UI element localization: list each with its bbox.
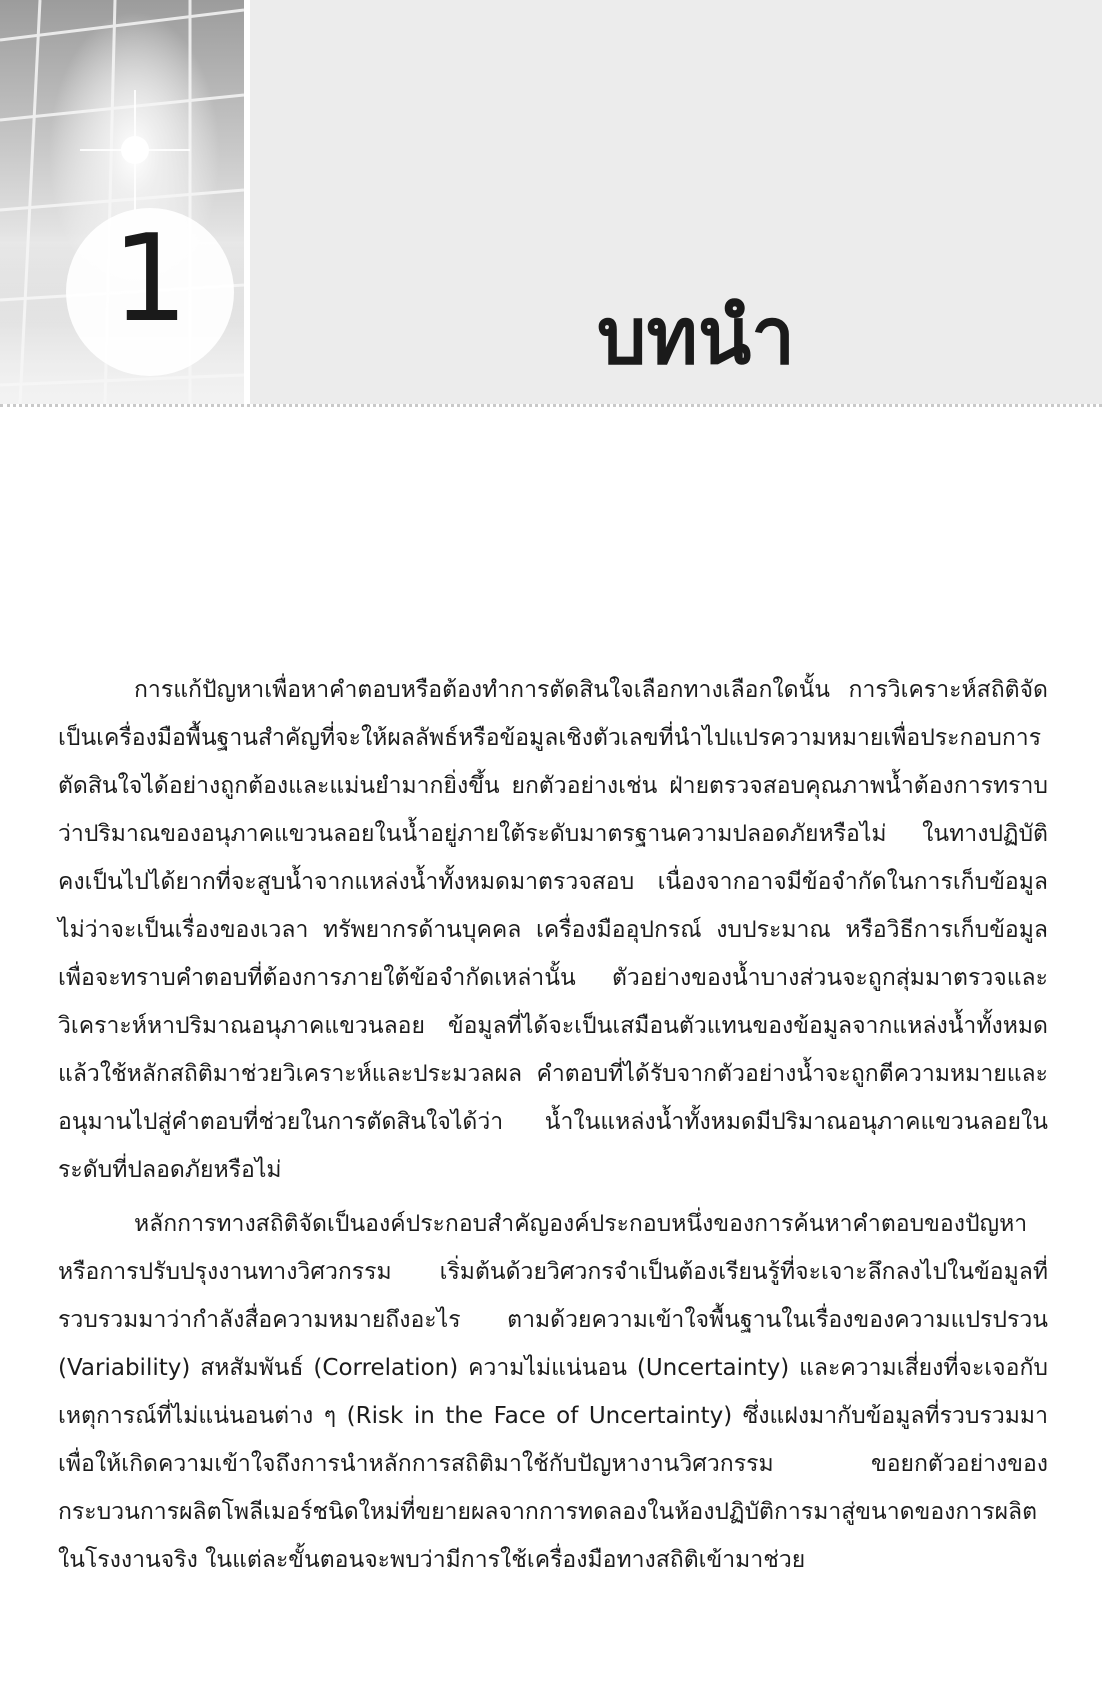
chapter-title: บทนำ <box>596 292 796 382</box>
chapter-body <box>58 666 1048 1590</box>
header-divider <box>0 404 1102 407</box>
solar-panel-sky-image <box>0 0 244 404</box>
chapter-title-panel <box>250 0 1102 404</box>
paragraph: การแก้ปัญหาเพื่อหาคำตอบหรือต้องทำการตัดสินใจเลือกทางเลือกใดนั้น การวิเคราะห์สถิติจัดเป็นเครื่องมือพื้นฐานสำคัญที่จะให้ผลลัพธ์หรือข้อมูลเชิงตัวเลขที่นำไปแปรความหมายเพื่อประกอบการตัดสินใจได้อย่างถูกต้องและแม่นยำมากยิ่งขึ้น ยกตัวอย่างเช่น ฝ่ายตรวจสอบคุณภาพน้ำต้องการทราบว่าปริมาณของอนุภาคแขวนลอยในน้ำอยู่ภายใต้ระดับมาตรฐานความปลอดภัยหรือไม่ ในทางปฏิบัติ คงเป็นไปได้ยากที่จะสูบน้ำจากแหล่งน้ำทั้งหมดมาตรวจสอบ เนื่องจากอาจมีข้อจำกัดในการเก็บข้อมูล ไม่ว่าจะเป็นเรื่องของเวลา ทรัพยากรด้านบุคคล เครื่องมืออุปกรณ์ งบประมาณ หรือวิธีการเก็บข้อมูล เพื่อจะทราบคำตอบที่ต้องการภายใต้ข้อจำกัดเหล่านั้น ตัวอย่างของน้ำบางส่วนจะถูกสุ่มมาตรวจและวิเคราะห์หาปริมาณอนุภาคแขวนลอย ข้อมูลที่ได้จะเป็นเสมือนตัวแทนของข้อมูลจากแหล่งน้ำทั้งหมด แล้วใช้หลักสถิติมาช่วยวิเคราะห์และประมวลผล คำตอบที่ได้รับจากตัวอย่างน้ำจะถูกตีความหมายและอนุมานไปสู่คำตอบที่ช่วยในการตัดสินใจได้ว่า น้ำในแหล่งน้ำทั้งหมดมีปริมาณอนุภาคแขวนลอยในระดับที่ปลอดภัยหรือไม่ <box>58 677 1048 1183</box>
chapter-header <box>0 0 1102 404</box>
paragraph: หลักการทางสถิติจัดเป็นองค์ประกอบสำคัญองค์ประกอบหนึ่งของการค้นหาคำตอบของปัญหาหรือการปรับปรุงงานทางวิศวกรรม เริ่มต้นด้วยวิศวกรจำเป็นต้องเรียนรู้ที่จะเจาะลึกลงไปในข้อมูลที่รวบรวมมาว่ากำลังสื่อความหมายถึงอะไร ตามด้วยความเข้าใจพื้นฐานในเรื่องของความแปรปรวน (Variability) สหสัมพันธ์ (Correlation) ความไม่แน่นอน (Uncertainty) และความเสี่ยงที่จะเจอกับเหตุการณ์ที่ไม่แน่นอนต่าง ๆ (Risk in the Face of Uncertainty) ซึ่งแฝงมากับข้อมูลที่รวบรวมมา เพื่อให้เกิดความเข้าใจถึงการนำหลักการสถิติมาใช้กับปัญหางานวิศวกรรม ขอยกตัวอย่างของกระบวนการผลิตโพลีเมอร์ชนิดใหม่ที่ขยายผลจากการทดลองในห้องปฏิบัติการมาสู่ขนาดของการผลิตในโรงงานจริง ในแต่ละขั้นตอนจะพบว่ามีการใช้เครื่องมือทางสถิติเข้ามาช่วย <box>58 1211 1048 1573</box>
chapter-number: 1 <box>111 210 189 349</box>
